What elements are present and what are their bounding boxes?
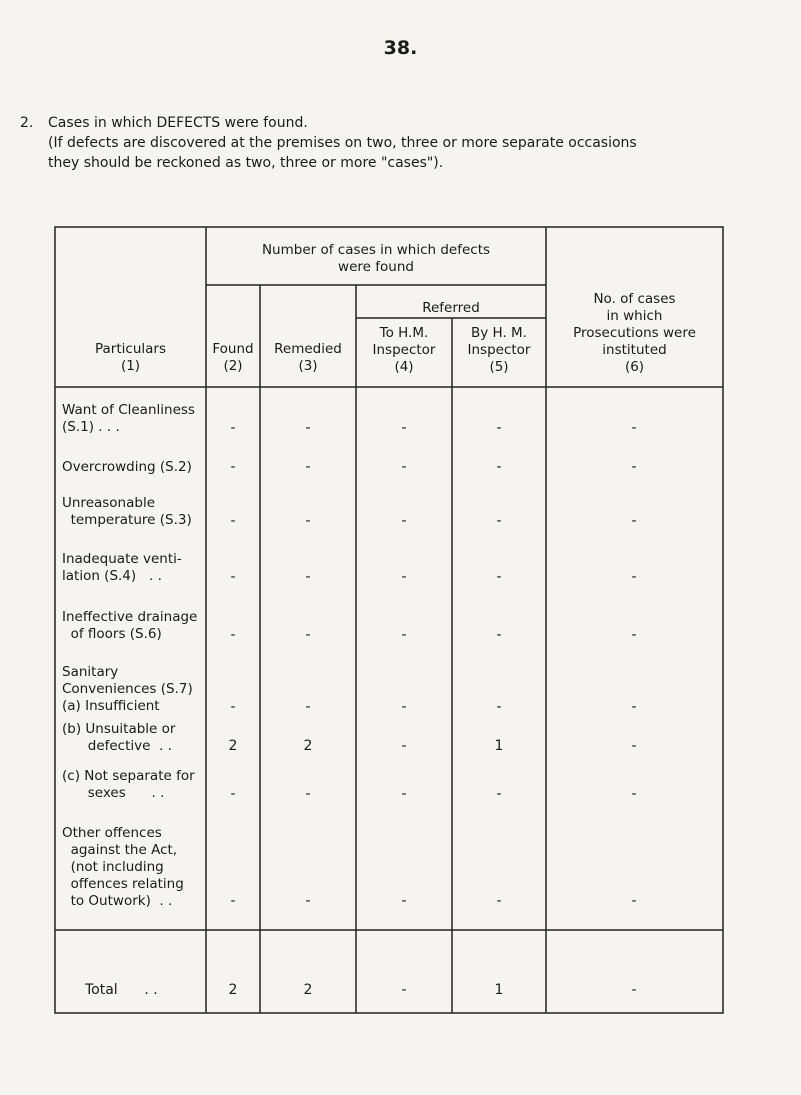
col-header-by-hm-inspector (452, 325, 546, 376)
col-header-to-hm-line-2: Inspector (372, 342, 436, 358)
table-cell: - (230, 893, 236, 909)
row-particulars (62, 768, 212, 802)
row-text: sexes . . (62, 785, 165, 801)
table-cell: - (230, 513, 236, 529)
row-text: (a) Insufficient (62, 698, 160, 714)
table-cell: 2 (228, 738, 238, 754)
row-text: (not including (62, 859, 164, 875)
col-header-particulars (55, 341, 206, 375)
row-particulars (62, 721, 212, 755)
col-header-to-hm-inspector (356, 325, 452, 376)
col-header-found-title: Found (212, 341, 254, 357)
table-cell: - (496, 699, 502, 715)
total-cell: - (401, 982, 407, 998)
row-text: offences relating (62, 876, 184, 892)
table-cell: - (401, 420, 407, 436)
row-text: lation (S.4) . . (62, 568, 162, 584)
row-text: (S.1) . . . (62, 419, 120, 435)
table-cell: - (230, 569, 236, 585)
table-cell: - (305, 893, 311, 909)
table-cell: - (631, 569, 637, 585)
table-cell: - (496, 627, 502, 643)
table-cell: - (401, 627, 407, 643)
col-header-to-hm-line-1: To H.M. (379, 325, 429, 341)
table-cell: - (401, 893, 407, 909)
row-text: Overcrowding (S.2) (62, 459, 192, 475)
row-text: of floors (S.6) (62, 626, 162, 642)
table-cell: - (496, 420, 502, 436)
table-cell: 1 (494, 738, 504, 754)
table-cell: - (401, 786, 407, 802)
total-cell: 2 (303, 982, 313, 998)
row-particulars (62, 825, 212, 910)
table-cell: - (305, 420, 311, 436)
row-text: Conveniences (S.7) (62, 681, 193, 697)
row-text: Sanitary (62, 664, 119, 680)
col-header-prosecutions (546, 291, 723, 376)
section-note-line-1: (If defects are discovered at the premises on two, three or more separate occasions (48, 135, 637, 151)
section-note-line-2: they should be reckoned as two, three or more "cases"). (48, 155, 444, 171)
referred-header: Referred (422, 300, 480, 316)
table-cell: - (631, 627, 637, 643)
row-particulars (62, 495, 212, 529)
table-cell: - (631, 786, 637, 802)
table-cell: - (230, 786, 236, 802)
table-cell: - (631, 699, 637, 715)
table-cell: - (496, 786, 502, 802)
table-cell: - (230, 627, 236, 643)
table-cell: - (305, 569, 311, 585)
table-cell: - (401, 513, 407, 529)
col-header-by-hm-line-2: Inspector (467, 342, 531, 358)
col-header-remedied-title: Remedied (274, 341, 342, 357)
row-text: Other offences (62, 825, 162, 841)
table-cell: - (305, 699, 311, 715)
group-header (206, 242, 546, 276)
col-header-remedied (260, 341, 356, 375)
row-particulars (62, 551, 212, 585)
table-cell: - (496, 893, 502, 909)
col-header-found (206, 341, 260, 375)
table-cell: - (401, 569, 407, 585)
table-cell: - (305, 459, 311, 475)
table-cell: - (401, 699, 407, 715)
row-particulars (62, 664, 212, 715)
row-particulars (62, 609, 212, 643)
col-header-particulars-title: Particulars (95, 341, 166, 357)
col-header-prosecutions-number: (6) (624, 359, 645, 375)
section-title: Cases in which DEFECTS were found. (48, 115, 308, 131)
col-header-prosecutions-line-3: Prosecutions were (573, 325, 696, 341)
col-header-remedied-number: (3) (298, 358, 318, 374)
row-text: Want of Cleanliness (62, 402, 195, 418)
table-cell: - (305, 786, 311, 802)
row-text: Unreasonable (62, 495, 156, 511)
row-text: defective . . (62, 738, 172, 754)
col-header-particulars-number: (1) (120, 358, 141, 374)
row-text: temperature (S.3) (62, 512, 192, 528)
table-cell: - (631, 459, 637, 475)
col-header-found-number: (2) (223, 358, 243, 374)
col-header-by-hm-line-1: By H. M. (471, 325, 527, 341)
row-text: (b) Unsuitable or (62, 721, 176, 737)
table-cell: - (496, 513, 502, 529)
table-cell: - (401, 738, 407, 754)
total-cell: 2 (228, 982, 238, 998)
row-text: against the Act, (62, 842, 178, 858)
page-number: 38. (383, 37, 418, 59)
table-cell: - (401, 459, 407, 475)
row-particulars (62, 459, 212, 476)
col-header-by-hm-number: (5) (489, 359, 509, 375)
col-header-prosecutions-line-2: in which (606, 308, 663, 324)
table-cell: - (305, 513, 311, 529)
table-cell: - (230, 459, 236, 475)
table-cell: - (631, 420, 637, 436)
row-particulars (62, 402, 212, 436)
table-cell: - (305, 627, 311, 643)
table-cell: - (230, 699, 236, 715)
total-cell: - (631, 982, 637, 998)
table-cell: - (496, 459, 502, 475)
col-header-prosecutions-line-4: instituted (602, 342, 667, 358)
table-cell: - (631, 513, 637, 529)
table-cell: 2 (303, 738, 313, 754)
group-header-line-2: were found (338, 259, 414, 275)
row-text: (c) Not separate for (62, 768, 195, 784)
group-header-line-1: Number of cases in which defects (261, 242, 491, 258)
table-cell: - (631, 738, 637, 754)
total-label: Total . . (85, 982, 158, 998)
table-cell: - (230, 420, 236, 436)
row-text: Inadequate venti- (62, 551, 182, 567)
total-cell: 1 (494, 982, 504, 998)
table-cell: - (631, 893, 637, 909)
col-header-to-hm-number: (4) (394, 359, 414, 375)
row-text: Ineffective drainage (62, 609, 198, 625)
col-header-prosecutions-line-1: No. of cases (593, 291, 676, 307)
row-text: to Outwork) . . (62, 893, 173, 909)
table-cell: - (496, 569, 502, 585)
section-number: 2. (20, 115, 34, 131)
